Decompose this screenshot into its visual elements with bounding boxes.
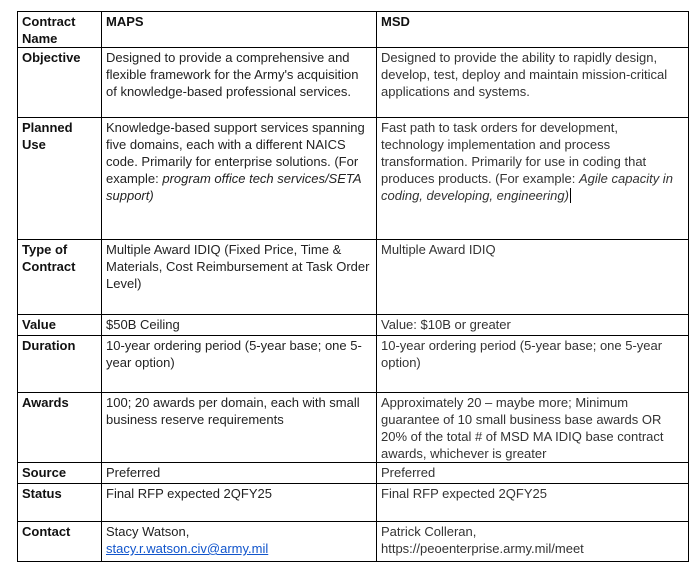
msd-objective-cell: Designed to provide the ability to rapidly design, develop, test, deploy and maintain mission-critical applications and systems. xyxy=(377,48,689,118)
msd-value-cell: Value: $10B or greater xyxy=(377,315,689,336)
row-label: Awards xyxy=(18,393,102,463)
msd-planned-use-text: Fast path to task orders for development, technology implementation and process transformation. Primarily for use in coding that produces products. (For example: xyxy=(381,120,647,186)
table-row-contact xyxy=(18,522,689,562)
row-label: Type of Contract xyxy=(18,240,102,315)
msd-contact-name: Patrick Colleran, xyxy=(381,524,477,539)
msd-contact-url: https://peoenterprise.army.mil/meet xyxy=(381,541,584,556)
contract-comparison-table xyxy=(17,11,689,562)
msd-planned-use-cell xyxy=(377,118,689,240)
row-label: Contact xyxy=(18,522,102,562)
row-label: Source xyxy=(18,463,102,484)
table-row-awards xyxy=(18,393,689,463)
row-label: Objective xyxy=(18,48,102,118)
table-row-source xyxy=(18,463,689,484)
maps-column-header: MAPS xyxy=(102,12,377,48)
msd-type-cell: Multiple Award IDIQ xyxy=(377,240,689,315)
maps-objective-cell: Designed to provide a comprehensive and flexible framework for the Army's acquisition of knowledge-based professional services. xyxy=(102,48,377,118)
table-row-status xyxy=(18,484,689,522)
maps-contact-email-link[interactable]: stacy.r.watson.civ@army.mil xyxy=(106,541,269,556)
table-row-planned-use xyxy=(18,118,689,240)
row-label: Duration xyxy=(18,336,102,393)
row-label: Planned Use xyxy=(18,118,102,240)
table-row-type xyxy=(18,240,689,315)
msd-awards-cell: Approximately 20 – maybe more; Minimum guarantee of 10 small business base awards OR 20% of the total # of MSD MA IDIQ base contract awards, whichever is greater xyxy=(377,393,689,463)
msd-source-cell: Preferred xyxy=(377,463,689,484)
row-label: Value xyxy=(18,315,102,336)
contract-name-label: Contract Name xyxy=(18,12,102,48)
maps-type-cell: Multiple Award IDIQ (Fixed Price, Time & Materials, Cost Reimbursement at Task Order Level) xyxy=(102,240,377,315)
maps-planned-use-cell xyxy=(102,118,377,240)
maps-planned-use-example: program office tech services/SETA support) xyxy=(106,171,362,203)
table-row-duration xyxy=(18,336,689,393)
table-row-value xyxy=(18,315,689,336)
table-row-header xyxy=(18,12,689,48)
msd-duration-cell: 10-year ordering period (5-year base; one 5-year option) xyxy=(377,336,689,393)
table-row-objective xyxy=(18,48,689,118)
msd-status-cell: Final RFP expected 2QFY25 xyxy=(377,484,689,522)
maps-planned-use-text: Knowledge-based support services spanning five domains, each with a different NAICS code. Primarily for enterprise solutions. (For example: xyxy=(106,120,365,186)
text-cursor xyxy=(570,188,571,203)
msd-contact-cell xyxy=(377,522,689,562)
maps-contact-name: Stacy Watson, xyxy=(106,524,190,539)
maps-source-cell: Preferred xyxy=(102,463,377,484)
row-label: Status xyxy=(18,484,102,522)
maps-awards-cell: 100; 20 awards per domain, each with small business reserve requirements xyxy=(102,393,377,463)
maps-value-cell: $50B Ceiling xyxy=(102,315,377,336)
maps-status-cell: Final RFP expected 2QFY25 xyxy=(102,484,377,522)
msd-column-header: MSD xyxy=(377,12,689,48)
maps-contact-cell xyxy=(102,522,377,562)
maps-duration-cell: 10-year ordering period (5-year base; one 5-year option) xyxy=(102,336,377,393)
msd-planned-use-example: Agile capacity in coding, developing, engineering) xyxy=(381,171,673,203)
